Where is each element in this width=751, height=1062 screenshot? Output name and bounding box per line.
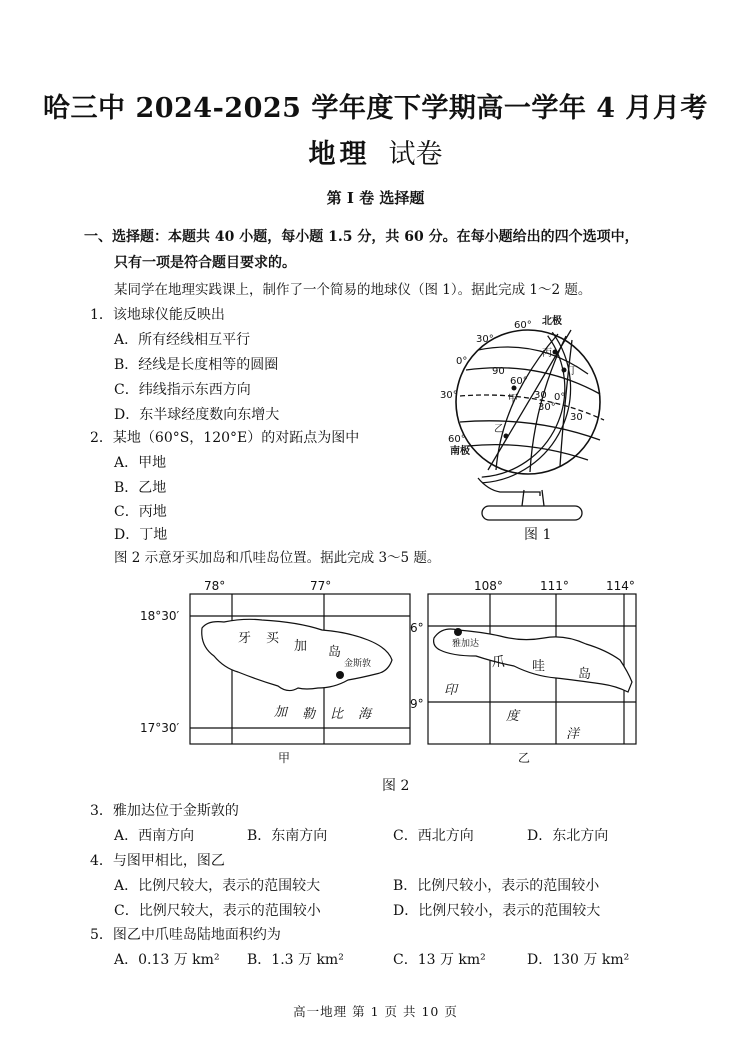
q2-option-a[interactable]: A．甲地 bbox=[114, 455, 167, 471]
lon-77-label: 77° bbox=[310, 579, 332, 593]
page-footer: 高一地理 第 1 页 共 10 页 bbox=[293, 1004, 458, 1019]
map-jia-label: 甲 bbox=[278, 751, 291, 765]
q4-option-d[interactable]: D．比例尺较小，表示的范围较大 bbox=[393, 903, 601, 919]
figure2-map-yi bbox=[406, 576, 646, 766]
intro-q1-2: 某同学在地理实践课上，制作了一个简易的地球仪（图 1）。据此完成 1～2 题。 bbox=[114, 282, 592, 298]
island-char-2: 买 bbox=[266, 631, 280, 646]
question-3-stem: 3．雅加达位于金斯敦的 bbox=[90, 803, 239, 819]
question-1-stem: 1．该地球仪能反映出 bbox=[90, 307, 225, 323]
sea-char-4: 海 bbox=[358, 707, 372, 722]
q5-option-a[interactable]: A．0.13 万 km² bbox=[114, 952, 220, 968]
q1-option-d[interactable]: D．东半球经度数向东增大 bbox=[114, 407, 280, 423]
label-bing: 丙 bbox=[542, 348, 552, 359]
island-char-3: 加 bbox=[294, 639, 308, 654]
q4-option-a[interactable]: A．比例尺较大，表示的范围较大 bbox=[114, 878, 321, 894]
q5-option-c[interactable]: C．13 万 km² bbox=[393, 952, 486, 968]
label-lat0: 0° bbox=[456, 356, 468, 367]
lat-9-label: 9° bbox=[410, 697, 424, 711]
label-lat30n: 30° bbox=[476, 334, 494, 345]
q5-option-d[interactable]: D．130 万 km² bbox=[527, 952, 630, 968]
q4-option-c[interactable]: C．比例尺较大，表示的范围较小 bbox=[114, 903, 321, 919]
instruction-line-1: 一、选择题：本题共 40 小题，每小题 1.5 分，共 60 分。在每小题给出的四个选项中， bbox=[84, 229, 639, 245]
figure1-caption: 图 1 bbox=[524, 527, 552, 543]
kingston-label: 金斯敦 bbox=[344, 659, 372, 669]
q2-option-b[interactable]: B．乙地 bbox=[114, 480, 167, 496]
label-lon60: 60° bbox=[510, 376, 528, 387]
subject-label: 地理 bbox=[308, 139, 371, 170]
q1-option-c[interactable]: C．纬线指示东西方向 bbox=[114, 382, 251, 398]
label-ding: 丁 bbox=[568, 366, 578, 377]
exam-title: 哈三中 2024-2025 学年度下学期高一学年 4 月月考 bbox=[43, 93, 708, 124]
map-yi-label: 乙 bbox=[518, 751, 531, 765]
lat-1730-label: 17°30′ bbox=[140, 721, 180, 735]
lon-111-label: 111° bbox=[540, 579, 569, 593]
java-char-3: 岛 bbox=[578, 667, 592, 682]
sea-char-2: 勒 bbox=[302, 707, 316, 722]
exam-subtitle bbox=[0, 132, 751, 171]
q1-option-a[interactable]: A．所有经线相互平行 bbox=[114, 332, 251, 348]
label-jia: 甲 bbox=[508, 394, 518, 405]
figure2-caption: 图 2 bbox=[382, 778, 410, 794]
intro-q3-5: 图 2 示意牙买加岛和爪哇岛位置。据此完成 3～5 题。 bbox=[114, 550, 441, 566]
point-ding bbox=[562, 368, 567, 373]
sea-char-3: 比 bbox=[330, 707, 344, 722]
point-yi bbox=[504, 434, 509, 439]
instruction-line-2: 只有一项是符合题目要求的。 bbox=[114, 255, 296, 271]
lat-6-label: 6° bbox=[410, 621, 424, 635]
label-lat60n: 60° bbox=[514, 320, 532, 331]
q4-option-b[interactable]: B．比例尺较小，表示的范围较小 bbox=[393, 878, 600, 894]
label-lon30c: 30 bbox=[570, 412, 583, 423]
question-4-stem: 4．与图甲相比，图乙 bbox=[90, 853, 225, 869]
lon-114-label: 114° bbox=[606, 579, 635, 593]
java-char-2: 哇 bbox=[532, 659, 546, 674]
lon-78-label: 78° bbox=[204, 579, 226, 593]
q3-option-d[interactable]: D．东北方向 bbox=[527, 828, 609, 844]
ocean-char-1: 印 bbox=[444, 683, 458, 698]
jakarta-label: 雅加达 bbox=[452, 639, 480, 649]
figure2-map-jia bbox=[138, 576, 413, 766]
q1-option-b[interactable]: B．经线是长度相等的圆圈 bbox=[114, 357, 279, 373]
label-lat60s: 60° bbox=[448, 434, 466, 445]
ocean-char-3: 洋 bbox=[566, 727, 580, 742]
java-char-1: 爪 bbox=[492, 655, 506, 670]
question-2-stem: 2．某地（60°S，120°E）的对跖点为图中 bbox=[90, 430, 360, 446]
lat-1830-label: 18°30′ bbox=[140, 609, 180, 623]
q2-option-d[interactable]: D．丁地 bbox=[114, 527, 168, 543]
label-lon90: 90 bbox=[492, 366, 505, 377]
q5-option-b[interactable]: B．1.3 万 km² bbox=[247, 952, 344, 968]
island-char-4: 岛 bbox=[328, 645, 342, 660]
section-title: 第 I 卷 选择题 bbox=[326, 189, 425, 207]
figure1-globe bbox=[438, 312, 628, 524]
jakarta-marker bbox=[454, 628, 462, 636]
q3-option-b[interactable]: B．东南方向 bbox=[247, 828, 328, 844]
label-lon30a: 30 bbox=[534, 390, 547, 401]
question-5-stem: 5．图乙中爪哇岛陆地面积约为 bbox=[90, 927, 281, 943]
sea-char-1: 加 bbox=[274, 705, 288, 720]
ocean-char-2: 度 bbox=[506, 709, 520, 724]
island-char-1: 牙 bbox=[238, 631, 252, 646]
label-lon30b: 30° bbox=[538, 402, 556, 413]
point-bing bbox=[553, 350, 558, 355]
paper-label: 试卷 bbox=[388, 139, 443, 170]
label-lon0: 0° bbox=[554, 392, 566, 403]
q2-option-c[interactable]: C．丙地 bbox=[114, 504, 167, 520]
lon-108-label: 108° bbox=[474, 579, 503, 593]
kingston-marker bbox=[336, 671, 344, 679]
label-north-pole: 北极 bbox=[542, 316, 562, 327]
label-lat30s: 30° bbox=[440, 390, 458, 401]
label-south-pole: 南极 bbox=[450, 446, 470, 457]
q3-option-c[interactable]: C．西北方向 bbox=[393, 828, 474, 844]
q3-option-a[interactable]: A．西南方向 bbox=[114, 828, 195, 844]
label-yi: 乙 bbox=[494, 424, 504, 435]
